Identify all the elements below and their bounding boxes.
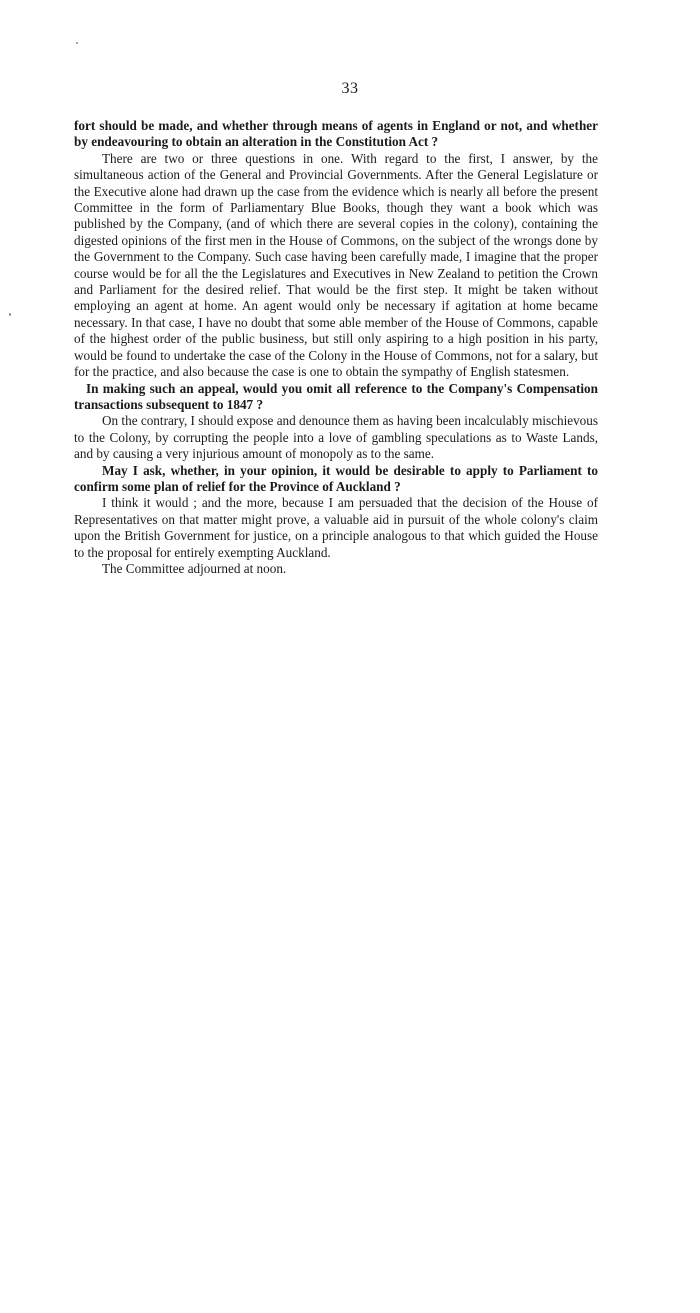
scan-speck	[76, 42, 78, 44]
closing-note: The Committee adjourned at noon.	[102, 560, 287, 576]
answer-paragraph: There are two or three questions in one. With regard to the first, I answer, by the simultaneous action of the General and Provincial Governments. After the General Legislature or the Executive alone had drawn up the case from the evidence which is nearly all before the present Committee in the form of Parliamentary Blue Books, though they want a book which was published by the Company, (and of which there are several copies in the colony), containing the digested opinions of the first men in the House of Commons, on the subject of the wrongs done by the Government to the Company. Such case having been carefully made, I imagine that the proper course would be for all the the Legislatures and Executives in New Zealand to petition the Crown and Parliament for the desired relief. That would be the first step. It might be taken without employing an agent at home. An agent would only be necessary if agitation at home became necessary. In that case, I have no doubt that some able member of the House of Commons, capable of the highest order of the public business, but still only aspiring to a high position in his party, would be found to undertake the case of the Colony in the House of Commons, not for a salary, but for the practice, and also because the case is one to obtain the sympathy of English statesmen.	[74, 150, 598, 380]
question-paragraph: In making such an appeal, would you omit all reference to the Company's Compensation transactions subsequent to 1847 ?	[74, 380, 598, 412]
question-paragraph: May I ask, whether, in your opinion, it would be desirable to apply to Parliament to confirm some plan of relief for the Province of Auckland ?	[74, 462, 598, 494]
document-body	[74, 118, 598, 577]
scan-speck	[9, 313, 11, 316]
page-number: 33	[341, 80, 359, 97]
answer-paragraph: On the contrary, I should expose and denounce them as having been incalculably mischievous to the Colony, by corrupting the people into a love of gambling speculations as to Waste Lands, and by causing a very injurious amount of monopoly as to the same.	[74, 413, 598, 462]
question-paragraph: fort should be made, and whether through means of agents in England or not, and whether by endeavouring to obtain an alteration in the Constitution Act ?	[74, 118, 598, 150]
answer-paragraph: I think it would ; and the more, because I am persuaded that the decision of the House of Representatives on that matter might prove, a valuable aid in pursuit of the whole colony's claim upon the British Government for justice, on a principle analogous to that which guided the House to the proposal for entirely exempting Auckland.	[74, 495, 598, 560]
